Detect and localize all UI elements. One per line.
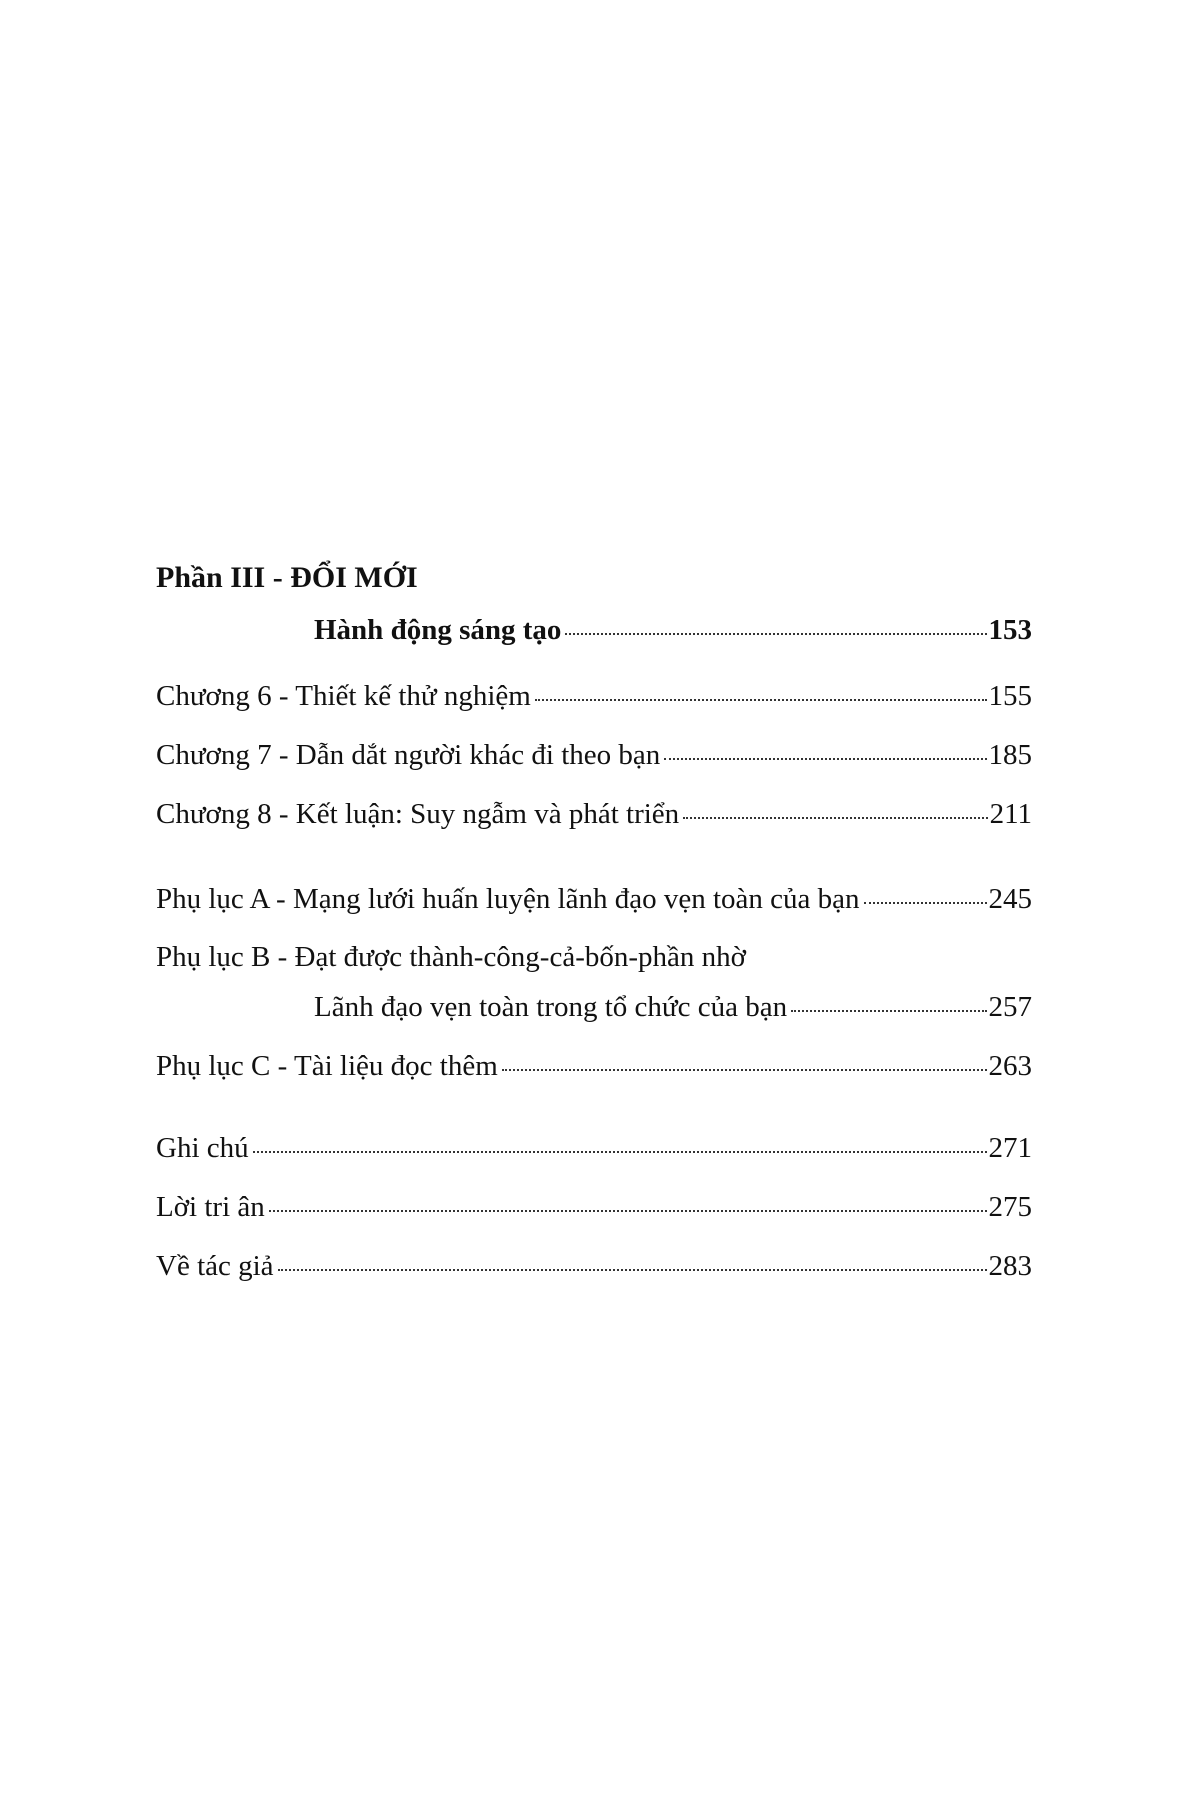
dot-leader (535, 699, 987, 701)
toc-entry-label: Chương 7 - Dẫn dắt người khác đi theo bạn (156, 739, 661, 771)
toc-entry-page: 275 (988, 1191, 1032, 1223)
toc-entry-label: Về tác giả (156, 1250, 274, 1282)
toc-entry-about-author[interactable] (156, 1248, 1032, 1284)
dot-leader (269, 1210, 987, 1212)
dot-leader (664, 758, 986, 760)
toc-entry-page: 245 (988, 883, 1032, 915)
toc-entry-part-subtitle[interactable] (156, 612, 1032, 648)
toc-entry-label: Ghi chú (156, 1132, 249, 1164)
toc-entry-page: 153 (988, 614, 1032, 646)
toc-entry-page: 283 (988, 1250, 1032, 1282)
toc-entry-appendix-a[interactable] (156, 881, 1032, 917)
part-title: Phần III - ĐỔI MỚI (156, 561, 418, 594)
toc-entry-label: Lời tri ân (156, 1191, 265, 1223)
toc-entry-page: 257 (988, 991, 1032, 1023)
dot-leader (278, 1269, 987, 1271)
toc-entry-label: Chương 6 - Thiết kế thử nghiệm (156, 680, 531, 712)
table-of-contents (156, 560, 1032, 1284)
toc-entry-page: 185 (988, 739, 1032, 771)
dot-leader (791, 1010, 986, 1012)
toc-entry-notes[interactable] (156, 1130, 1032, 1166)
toc-entry-label: Phụ lục A - Mạng lưới huấn luyện lãnh đạo vẹn toàn của bạn (156, 883, 860, 915)
toc-entry-page: 263 (988, 1050, 1032, 1082)
toc-entry-page: 155 (988, 680, 1032, 712)
dot-leader (565, 633, 986, 635)
toc-entry-page: 211 (989, 798, 1032, 830)
toc-entry-appendix-b[interactable] (156, 989, 1032, 1025)
dot-leader (253, 1151, 987, 1153)
toc-entry-page: 271 (988, 1132, 1032, 1164)
toc-entry-label: Lãnh đạo vẹn toàn trong tổ chức của bạn (314, 991, 788, 1023)
toc-entry-appendix-b-line1[interactable]: Phụ lục B - Đạt được thành-công-cả-bốn-phần nhờ (156, 941, 746, 973)
toc-entry-chapter-7[interactable] (156, 737, 1032, 773)
toc-entry-acknowledgments[interactable] (156, 1189, 1032, 1225)
dot-leader (683, 817, 987, 819)
toc-entry-label: Phụ lục C - Tài liệu đọc thêm (156, 1050, 498, 1082)
toc-entry-appendix-c[interactable] (156, 1048, 1032, 1084)
toc-entry-label: Chương 8 - Kết luận: Suy ngẫm và phát triển (156, 798, 680, 830)
dot-leader (864, 902, 987, 904)
toc-entry-label: Hành động sáng tạo (314, 614, 562, 646)
toc-entry-chapter-8[interactable] (156, 796, 1032, 832)
toc-entry-chapter-6[interactable] (156, 678, 1032, 714)
dot-leader (502, 1069, 987, 1071)
